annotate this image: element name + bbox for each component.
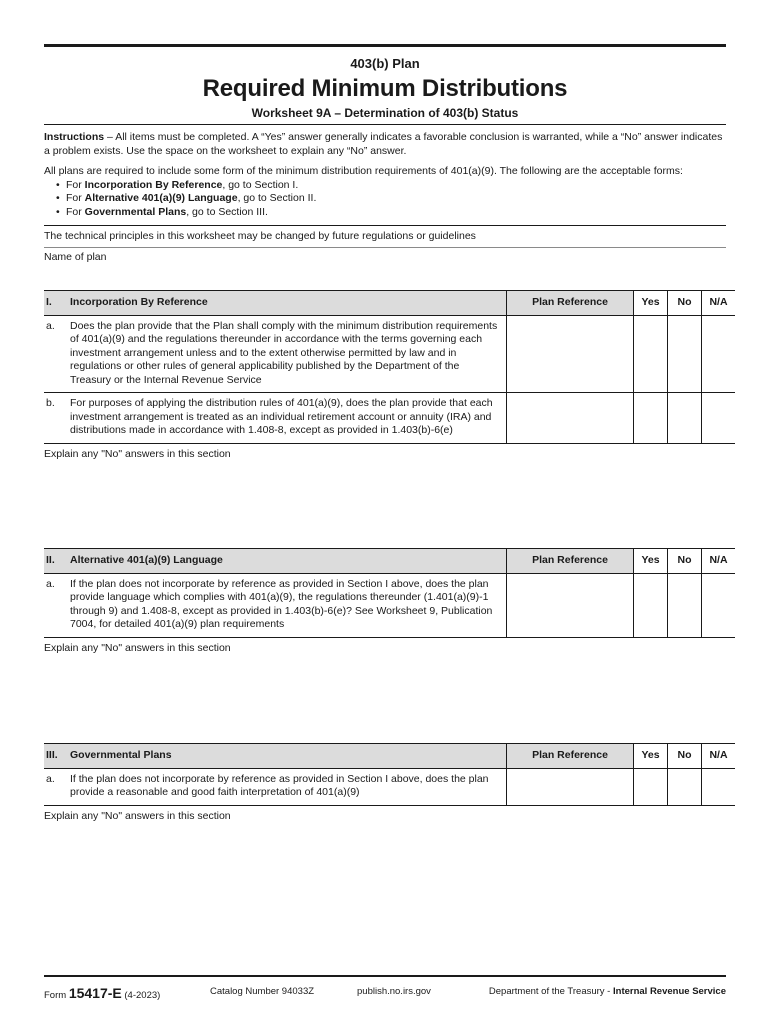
explain-field-section-2[interactable]: [44, 638, 726, 743]
catalog-number: Catalog Number 94033Z: [210, 986, 315, 997]
top-rule: [44, 44, 726, 47]
plan-type: 403(b) Plan: [350, 56, 420, 71]
plan-reference-header: Plan Reference: [507, 290, 634, 315]
item-letter: a.: [44, 315, 69, 393]
section-header: [44, 548, 735, 573]
page-footer: [44, 975, 726, 1001]
table-row: [44, 768, 735, 805]
section-3-table: [44, 743, 735, 806]
worksheet-subtitle: Worksheet 9A – Determination of 403(b) Status: [44, 106, 726, 125]
item-letter: b.: [44, 393, 69, 444]
section-header: [44, 290, 735, 315]
explain-field-section-3[interactable]: [44, 806, 726, 890]
plan-reference-field[interactable]: [507, 393, 634, 444]
explain-label: Explain any "No" answers in this section: [44, 809, 231, 822]
no-header: No: [668, 290, 702, 315]
worksheet-page: [44, 44, 726, 890]
instructions: [44, 131, 726, 158]
section-number: III.: [44, 743, 69, 768]
question-text: If the plan does not incorporate by reference as provided in Section I above, does the plan provide a reasonable and good faith interpretation of 401(a)(9): [69, 768, 507, 805]
yes-checkbox[interactable]: [634, 393, 668, 444]
department: Department of the Treasury - Internal Revenue Service: [488, 986, 726, 997]
yes-checkbox[interactable]: [634, 768, 668, 805]
yes-header: Yes: [634, 548, 668, 573]
na-checkbox[interactable]: [702, 315, 736, 393]
no-checkbox[interactable]: [668, 393, 702, 444]
item-letter: a.: [44, 768, 69, 805]
no-checkbox[interactable]: [668, 315, 702, 393]
table-row: [44, 315, 735, 393]
plan-reference-field[interactable]: [507, 768, 634, 805]
explain-label: Explain any "No" answers in this section: [44, 641, 231, 654]
section-number: I.: [44, 290, 69, 315]
explain-field-section-1[interactable]: [44, 444, 726, 548]
intro-text: All plans are required to include some form of the minimum distribution requirements of 401(a)(9). The following are the acceptable forms:: [44, 165, 683, 177]
na-header: N/A: [702, 290, 736, 315]
form-number: 15417-E: [68, 985, 122, 1001]
table-row: [44, 393, 735, 444]
yes-checkbox[interactable]: [634, 573, 668, 637]
item-letter: a.: [44, 573, 69, 637]
na-checkbox[interactable]: [702, 393, 736, 444]
section-title: Alternative 401(a)(9) Language: [69, 548, 507, 573]
question-text: If the plan does not incorporate by reference as provided in Section I above, does the plan provide language which complies with 401(a)(9), the regulations thereunder (1.401(a)(9)-1 through 9) and 1.408-8, except as provided in 1.403(b)-6(e)? See Worksheet 9, Publication 7004, for detailed 401(a)(9) plan requirements: [69, 573, 507, 637]
section-1-table: [44, 290, 735, 444]
no-header: No: [668, 548, 702, 573]
yes-checkbox[interactable]: [634, 315, 668, 393]
section-2-table: [44, 548, 735, 638]
section-title: Governmental Plans: [69, 743, 507, 768]
website: publish.no.irs.gov: [357, 986, 431, 997]
question-text: For purposes of applying the distribution rules of 401(a)(9), does the plan provide that each investment arrangement is treated as an individual retirement account or annuity (IRA) and distributions made in accordance with 1.408-8, except as provided in 1.403(b)-6(e): [69, 393, 507, 444]
na-header: N/A: [702, 548, 736, 573]
name-of-plan-field[interactable]: [44, 247, 726, 287]
list-item: • For Incorporation By Reference, go to Section I.: [56, 178, 299, 191]
no-checkbox[interactable]: [668, 573, 702, 637]
plan-reference-header: Plan Reference: [507, 548, 634, 573]
list-item: • For Governmental Plans, go to Section III.: [56, 205, 268, 218]
form-date: (4-2023): [124, 990, 161, 1001]
form-label: Form: [44, 990, 67, 1001]
explain-label: Explain any "No" answers in this section: [44, 447, 231, 460]
page-title: Required Minimum Distributions: [202, 75, 568, 102]
plan-reference-field[interactable]: [507, 315, 634, 393]
yes-header: Yes: [634, 743, 668, 768]
na-checkbox[interactable]: [702, 768, 736, 805]
yes-header: Yes: [634, 290, 668, 315]
na-header: N/A: [702, 743, 736, 768]
table-row: [44, 573, 735, 637]
technical-note: The technical principles in this worksheet may be changed by future regulations or guidelines: [44, 225, 726, 247]
no-header: No: [668, 743, 702, 768]
forms-list: [44, 179, 726, 220]
na-checkbox[interactable]: [702, 573, 736, 637]
section-number: II.: [44, 548, 69, 573]
instructions-label: Instructions: [44, 131, 105, 143]
section-header: [44, 743, 735, 768]
form-identifier: [44, 985, 160, 1001]
list-item: • For Alternative 401(a)(9) Language, go to Section II.: [56, 192, 317, 204]
section-title: Incorporation By Reference: [69, 290, 507, 315]
plan-reference-field[interactable]: [507, 573, 634, 637]
question-text: Does the plan provide that the Plan shall comply with the minimum distribution requirements of 401(a)(9) and the regulations thereunder in accordance with the terms governing each investment arrangement unless and to the extent otherwise permitted by law and in regulations or other rules of general applicability published by the Department of the Treasury or the Internal Revenue Service: [69, 315, 507, 393]
instructions-text: – All items must be completed. A “Yes” answer generally indicates a favorable conclusion is warranted, while a “No” answer indicates a problem exists. Use the space on the worksheet to explain any “No” answer.: [44, 131, 723, 157]
no-checkbox[interactable]: [668, 768, 702, 805]
plan-reference-header: Plan Reference: [507, 743, 634, 768]
name-of-plan-label: Name of plan: [44, 250, 107, 263]
